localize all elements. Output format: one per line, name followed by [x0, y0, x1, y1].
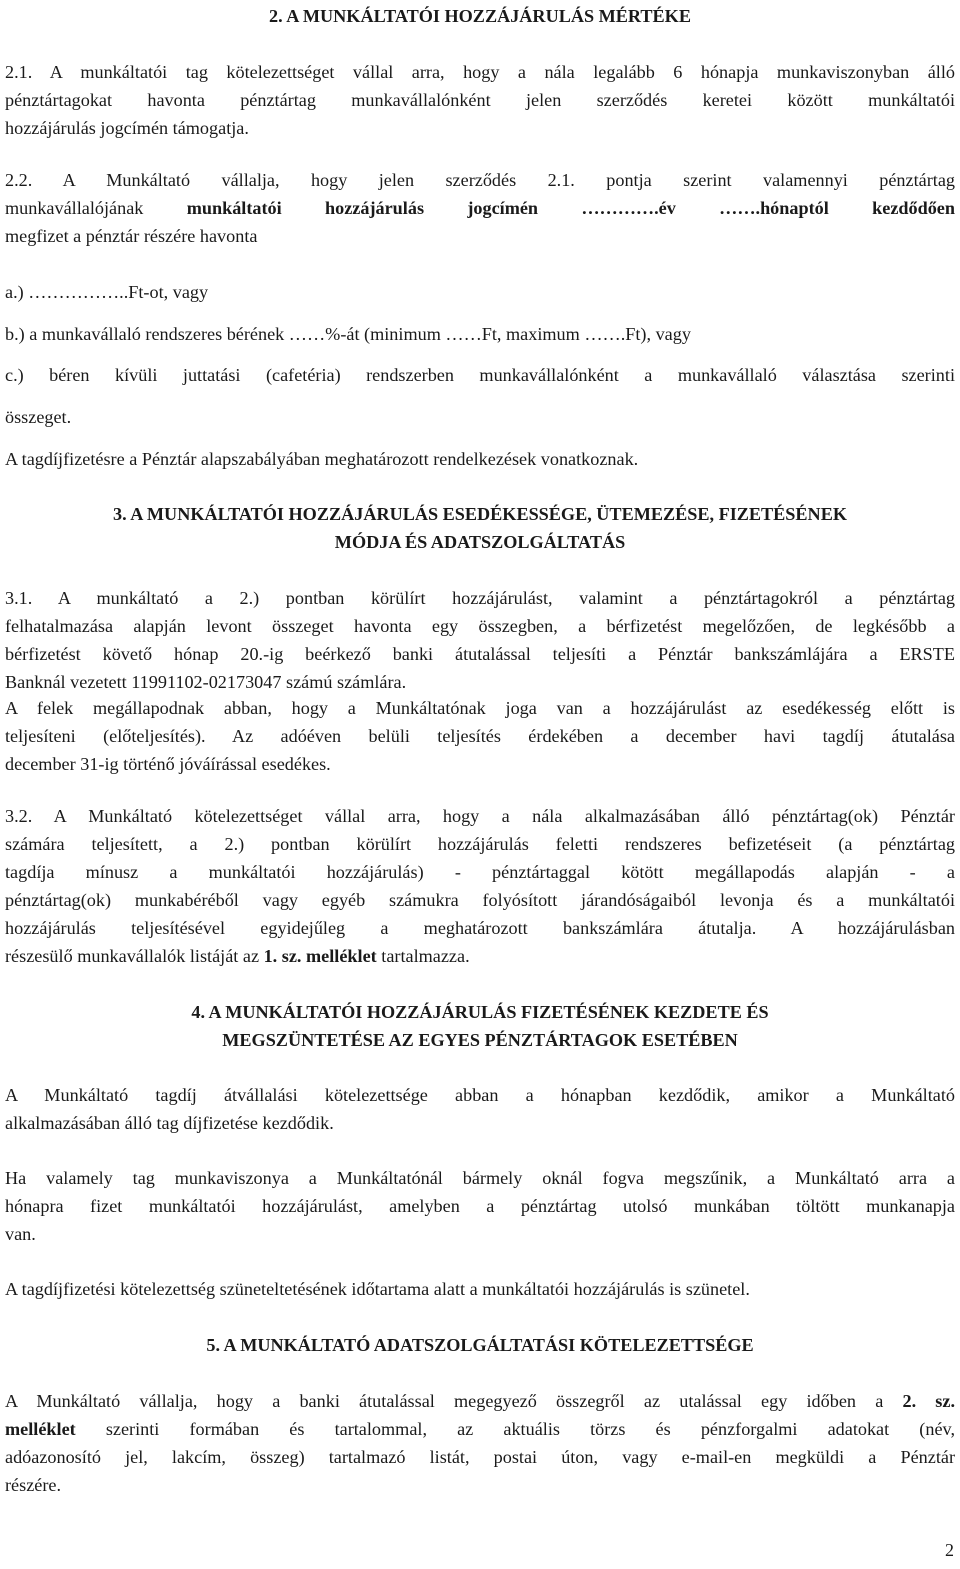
paragraph-4-a-line-2: alkalmazásában álló tag díjfizetése kezdődik. — [5, 1113, 334, 1133]
paragraph-2-1-line-3: hozzájárulás jogcímén támogatja. — [5, 118, 249, 138]
section-3-title-line-2: MÓDJA ÉS ADATSZOLGÁLTATÁS — [334, 532, 626, 552]
option-a: a.) ……………..Ft-ot, vagy — [5, 282, 209, 302]
paragraph-3-1-line-4: Banknál vezetett 11991102-02173047 számú számlára. — [5, 672, 407, 692]
section-4-title-line-2: MEGSZÜNTETÉSE AZ EGYES PÉNZTÁRTAGOK ESETÉBEN — [222, 1030, 738, 1050]
section-5-title: 5. A MUNKÁLTATÓ ADATSZOLGÁLTATÁSI KÖTELEZETTSÉGE — [206, 1335, 754, 1355]
paragraph-3-1-line-2: felhatalmazása alapján levont összeget havonta egy összegben, a bérfizetést megelőzően, de legkésőbb a — [5, 616, 955, 636]
paragraph-2-2-line-1: 2.2. A Munkáltató vállalja, hogy jelen szerződés 2.1. pontja szerint valamennyi pénztártag — [5, 170, 955, 190]
option-c-line-1: c.) béren kívüli juttatási (cafetéria) rendszerben munkavállalónként a munkavállaló választása szerinti — [5, 365, 955, 385]
section-2-title: 2. A MUNKÁLTATÓI HOZZÁJÁRULÁS MÉRTÉKE — [269, 6, 691, 26]
paragraph-2-2-line-2: munkavállalójának munkáltatói hozzájárulás jogcímén ………….év …….hónaptól kezdődően — [5, 198, 955, 218]
membership-fee-note: A tagdíjfizetésre a Pénztár alapszabályában meghatározott rendelkezések vonatkoznak. — [5, 449, 639, 469]
paragraph-4-b-line-2: hónapra fizet munkáltatói hozzájárulást, amelyben a pénztártag utolsó munkában töltött munkanapja — [5, 1196, 955, 1216]
paragraph-3-2-line-4: pénztártag(ok) munkabéréből vagy egyéb számukra folyósított járandóságaiból levonja és a munkáltatói — [5, 890, 955, 910]
paragraph-3-1b-line-2: teljesíteni (előteljesítés). Az adóéven belüli teljesítés érdekében a december havi tagdíj átutalása — [5, 726, 955, 746]
option-c-line-2: összeget. — [5, 407, 72, 427]
option-b: b.) a munkavállaló rendszeres bérének ……%-át (minimum ……Ft, maximum …….Ft), vagy — [5, 324, 691, 344]
paragraph-3-2-line-6: részesülő munkavállalók listáját az 1. sz. melléklet tartalmazza. — [5, 946, 470, 966]
paragraph-4-a-line-1: A Munkáltató tagdíj átvállalási kötelezettsége abban a hónapban kezdődik, amikor a Munkáltató — [5, 1085, 955, 1105]
paragraph-3-2-line-3: tagdíja mínusz a munkáltatói hozzájárulás) - pénztártaggal kötött megállapodás alapján - a — [5, 862, 955, 882]
paragraph-3-1b-line-3: december 31-ig történő jóváírással esedékes. — [5, 754, 331, 774]
section-3-title-line-1: 3. A MUNKÁLTATÓI HOZZÁJÁRULÁS ESEDÉKESSÉGE, ÜTEMEZÉSE, FIZETÉSÉNEK — [113, 504, 847, 524]
section-4-title-line-1: 4. A MUNKÁLTATÓI HOZZÁJÁRULÁS FIZETÉSÉNEK KEZDETE ÉS — [191, 1002, 769, 1022]
paragraph-2-1-line-2: pénztártagokat havonta pénztártag munkavállalónként jelen szerződés keretei között munkáltatói — [5, 90, 955, 110]
paragraph-5-line-1: A Munkáltató vállalja, hogy a banki átutalással megegyező összegről az utalással egy időben a 2. sz. — [5, 1391, 955, 1411]
paragraph-4-b-line-3: van. — [5, 1224, 36, 1244]
page-number: 2 — [945, 1540, 954, 1560]
paragraph-2-1-line-1: 2.1. A munkáltatói tag kötelezettséget vállal arra, hogy a nála legalább 6 hónapja munkaviszonyban álló — [5, 62, 955, 82]
paragraph-2-2-line-3: megfizet a pénztár részére havonta — [5, 226, 258, 246]
paragraph-5-line-3: adóazonosító jel, lakcím, összeg) tartalmazó listát, postai úton, vagy e-mail-en megküldi a Pénztár — [5, 1447, 955, 1467]
paragraph-4-c: A tagdíjfizetési kötelezettség szüneteltetésének időtartama alatt a munkáltatói hozzájárulás is szünetel. — [5, 1279, 750, 1299]
paragraph-3-1b-line-1: A felek megállapodnak abban, hogy a Munkáltatónak joga van a hozzájárulást az esedékesség előtt is — [5, 698, 955, 718]
paragraph-3-1-line-1: 3.1. A munkáltató a 2.) pontban körülírt hozzájárulást, valamint a pénztártagokról a pénztártag — [5, 588, 955, 608]
paragraph-3-2-line-2: számára teljesített, a 2.) pontban körülírt hozzájárulás feletti rendszeres befizetéseit (a pénztártag — [5, 834, 955, 854]
paragraph-3-1-line-3: bérfizetést követő hónap 20.-ig beérkező banki átutalással teljesíti a Pénztár bankszámlájára a ERSTE — [5, 644, 955, 664]
paragraph-5-line-2: melléklet szerinti formában és tartalommal, az aktuális törzs és pénzforgalmi adatokat (név, — [5, 1419, 955, 1439]
paragraph-4-b-line-1: Ha valamely tag munkaviszonya a Munkáltatónál bármely oknál fogva megszűnik, a Munkáltató arra a — [5, 1168, 955, 1188]
paragraph-3-2-line-1: 3.2. A Munkáltató kötelezettséget vállal arra, hogy a nála alkalmazásában álló pénztártag(ok) Pénztár — [5, 806, 955, 826]
paragraph-5-line-4: részére. — [5, 1475, 62, 1495]
paragraph-3-2-line-5: hozzájárulás teljesítésével egyidejűleg a meghatározott bankszámlára átutalja. A hozzájárulásban — [5, 918, 955, 938]
